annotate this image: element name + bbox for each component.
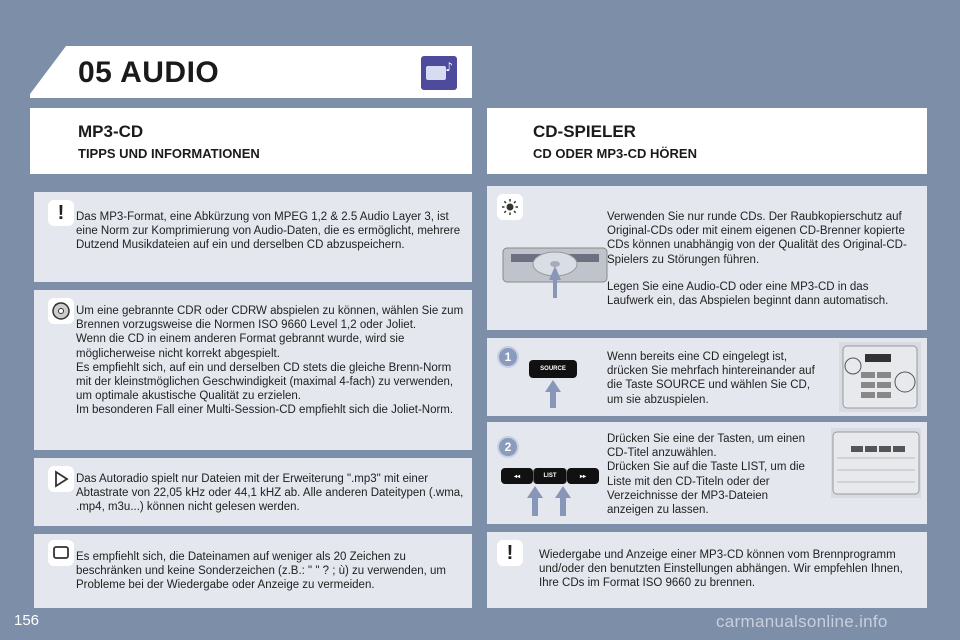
- left-section-header: [30, 108, 472, 174]
- press-arrow-icon: [545, 380, 561, 408]
- left-section-title: MP3-CD: [78, 122, 144, 141]
- step-2-text: Drücken Sie eine der Tasten, um einen CD-Titel anzuwählen. Drücken Sie auf die Taste LIST, um die Liste mit den CD-Titeln oder der Verzeichnisse der MP3-Dateien anzeigen zu lassen.: [607, 433, 805, 517]
- info-text: Das MP3-Format, eine Abkürzung von MPEG 1,2 & 2.5 Audio Layer 3, ist eine Norm zur Komprimierung von Audio-Daten, die es ermöglicht, mehrere Dutzend Musikdateien auf ein und derselben CD abzuspeichern.: [76, 211, 461, 252]
- info-text: Das Autoradio spielt nur Dateien mit der Erweiterung ".mp3" mit einer Abtastrate von 22,05 kHz oder 44,1 kHZ ab. Alle anderen Dateitypen (.wma, .mp4, m3u...) können nicht gelesen werden.: [76, 473, 464, 514]
- warning-icon: !: [48, 200, 74, 226]
- warning-panel-mp3-playback: [487, 532, 927, 608]
- info-panel-cdr-burning: [34, 290, 472, 450]
- cd-slot-illustration: [501, 242, 609, 286]
- right-section-title: CD-SPIELER: [533, 122, 636, 141]
- sun-tip-icon: [497, 194, 523, 220]
- press-arrow-icon: [555, 486, 571, 516]
- info-panel-mp3-format: [34, 192, 472, 282]
- list-button[interactable]: LIST: [533, 468, 567, 484]
- left-section-subtitle: TIPPS UND INFORMATIONEN: [78, 146, 260, 161]
- play-triangle-icon: [48, 466, 74, 492]
- watermark: carmanualsonline.info: [716, 612, 888, 631]
- source-button[interactable]: SOURCE: [529, 360, 577, 378]
- step-1-number: 1: [497, 346, 519, 368]
- tip-text-2: Legen Sie eine Audio-CD oder eine MP3-CD in das Laufwerk ein, das Abspielen beginnt dann automatisch.: [607, 281, 889, 308]
- step-2-panel: [487, 422, 927, 524]
- warning-text: Wiedergabe und Anzeige einer MP3-CD können vom Brennprogramm und/oder den benutzten Einstellungen abhängen. Wir empfehlen Ihnen, Ihre CDs im Format ISO 9660 zu brennen.: [539, 549, 903, 590]
- info-panel-file-names: [34, 534, 472, 608]
- step-2-number: 2: [497, 436, 519, 458]
- cd-disc-icon: [48, 298, 74, 324]
- tip-panel-round-cds: [487, 186, 927, 330]
- radio-panel-thumbnail: [839, 342, 921, 412]
- right-section-subtitle: CD ODER MP3-CD HÖREN: [533, 146, 697, 161]
- note-box-icon: [48, 540, 74, 566]
- info-panel-file-types: [34, 458, 472, 526]
- tip-text-1: Verwenden Sie nur runde CDs. Der Raubkopierschutz auf Original-CDs oder mit einem eigenen CD-Brenner kopierte CDs können unabhängig von der Qualität des Original-CD-Spielers zu Störungen führen.: [607, 211, 907, 266]
- radio-panel-thumbnail: [831, 428, 921, 498]
- previous-track-button[interactable]: ◂◂: [501, 468, 533, 484]
- audio-chapter-icon: ♪: [421, 56, 457, 90]
- page-title: 05 AUDIO: [78, 56, 220, 89]
- right-section-header: [487, 108, 927, 174]
- page-number: 156: [14, 612, 40, 629]
- info-text: Es empfiehlt sich, die Dateinamen auf weniger als 20 Zeichen zu beschränken und keine Sonderzeichen (z.B.: " " ? ; ù) zu verwenden, um Probleme bei der Wiedergabe oder Anzeige zu vermeiden.: [76, 551, 446, 592]
- next-track-button[interactable]: ▸▸: [567, 468, 599, 484]
- info-text: Um eine gebrannte CDR oder CDRW abspielen zu können, wählen Sie zum Brennen vorzugsweise die Normen ISO 9660 Level 1,2 oder Joliet. Wenn die CD in einem anderen Format gebrannt wurde, wird sie möglicherweise nicht korrekt abgespielt. Es empfiehlt sich, auf ein und derselben CD stets die gleiche Brenn-Norm mit der kleinstmöglichen Geschwindigkeit (maximal 4-fach) zu verwenden, um optimale akustische Qualität zu erzielen. Im besonderen Fall einer Multi-Session-CD empfiehlt sich die Joliet-Norm.: [76, 305, 464, 417]
- step-1-panel: [487, 338, 927, 416]
- press-arrow-icon: [527, 486, 543, 516]
- step-1-text: Wenn bereits eine CD eingelegt ist, drücken Sie mehrfach hintereinander auf die Taste SOURCE und wählen Sie CD, um sie abzuspielen.: [607, 351, 815, 406]
- warning-icon: !: [497, 540, 523, 566]
